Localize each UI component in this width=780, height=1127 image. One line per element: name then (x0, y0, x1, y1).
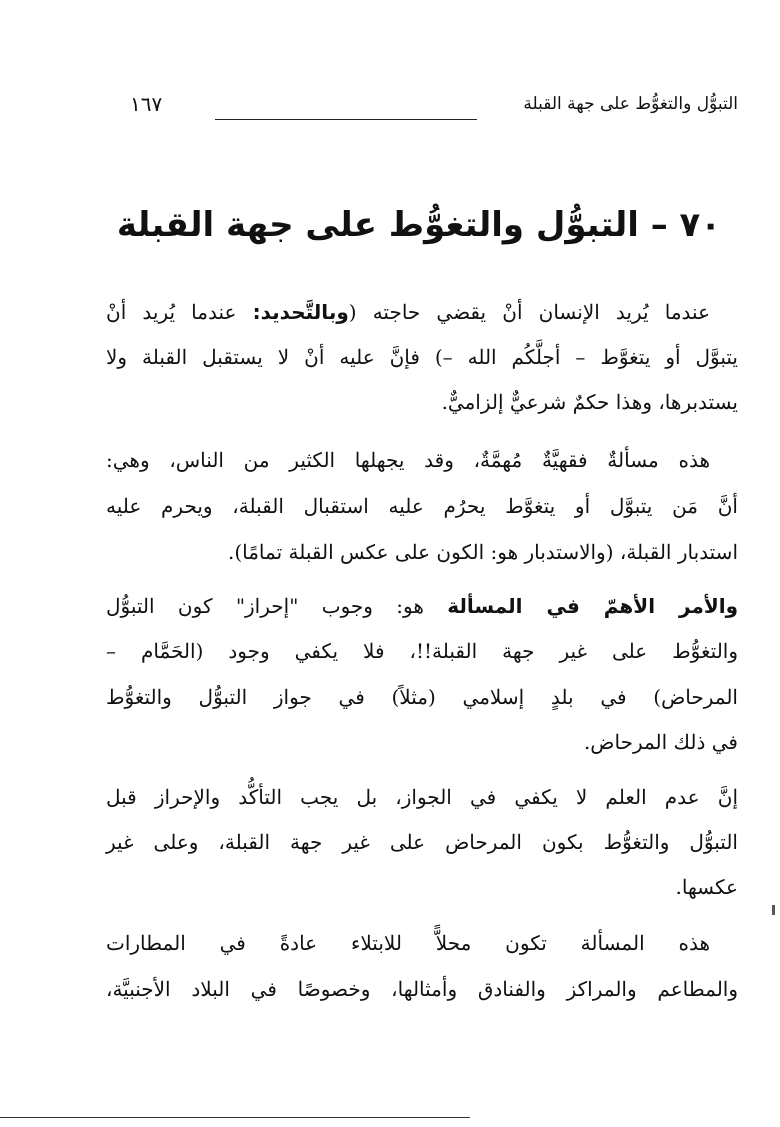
body-line: يستدبرها، وهذا حكمٌ شرعيٌّ إلزاميٌّ. (441, 390, 738, 414)
text: عندما يُريد أنْ (106, 300, 253, 324)
body-line: هذه مسألةٌ فقهيَّةٌ مُهمَّةٌ، وقد يجهلها الكثير من الناس، وهي: (106, 448, 710, 472)
body-line: إنَّ عدم العلم لا يكفي في الجواز، بل يجب التأكُّد والإحراز قبل (106, 785, 738, 809)
body-line: أنَّ مَن يتبوَّل أو يتغوَّط يحرُم عليه استقبال القبلة، ويحرم عليه (106, 494, 738, 518)
text: هو: وجوب "إحراز" كون التبوُّل (106, 594, 448, 618)
chapter-title: ٧٠ – التبوُّل والتغوُّط على جهة القبلة (116, 205, 722, 245)
body-line (106, 591, 738, 621)
scan-mark (772, 905, 775, 915)
page-number: ١٦٧ (130, 92, 163, 116)
body-line: يتبوَّل أو يتغوَّط – أجلَّكُم الله –) فإنَّ عليه أنْ لا يستقبل القبلة ولا (106, 345, 738, 369)
body-line: والمطاعم والمراكز والفنادق وأمثالها، وخصوصًا في البلاد الأجنبيَّة، (106, 977, 738, 1001)
body-line: في ذلك المرحاض. (583, 730, 738, 754)
bold-text: وبالتَّحديد: (252, 300, 349, 324)
bold-text: والأمر الأهمّ في المسألة (447, 594, 738, 618)
body-line: هذه المسألة تكون محلاًّ للابتلاء عادةً في المطارات (106, 931, 710, 955)
body-line (106, 297, 738, 327)
text: عندما يُريد الإنسان أنْ يقضي حاجته ( (348, 300, 711, 324)
body-line: المرحاض) في بلدٍ إسلامي (مثلاً) في جواز التبوُّل والتغوُّط (106, 685, 738, 709)
body-line: التبوُّل والتغوُّط بكون المرحاض على غير جهة القبلة، وعلى غير (106, 830, 738, 854)
running-header-title: التبوُّل والتغوُّط على جهة القبلة (523, 94, 738, 114)
body-line: عكسها. (675, 875, 738, 899)
footer-rule (0, 1117, 470, 1118)
body-line: والتغوُّط على غير جهة القبلة!!، فلا يكفي وجود (الحَمَّام – (106, 639, 738, 663)
body-line: استدبار القبلة، (والاستدبار هو: الكون على عكس القبلة تمامًا). (227, 540, 738, 564)
header-rule (215, 119, 477, 120)
